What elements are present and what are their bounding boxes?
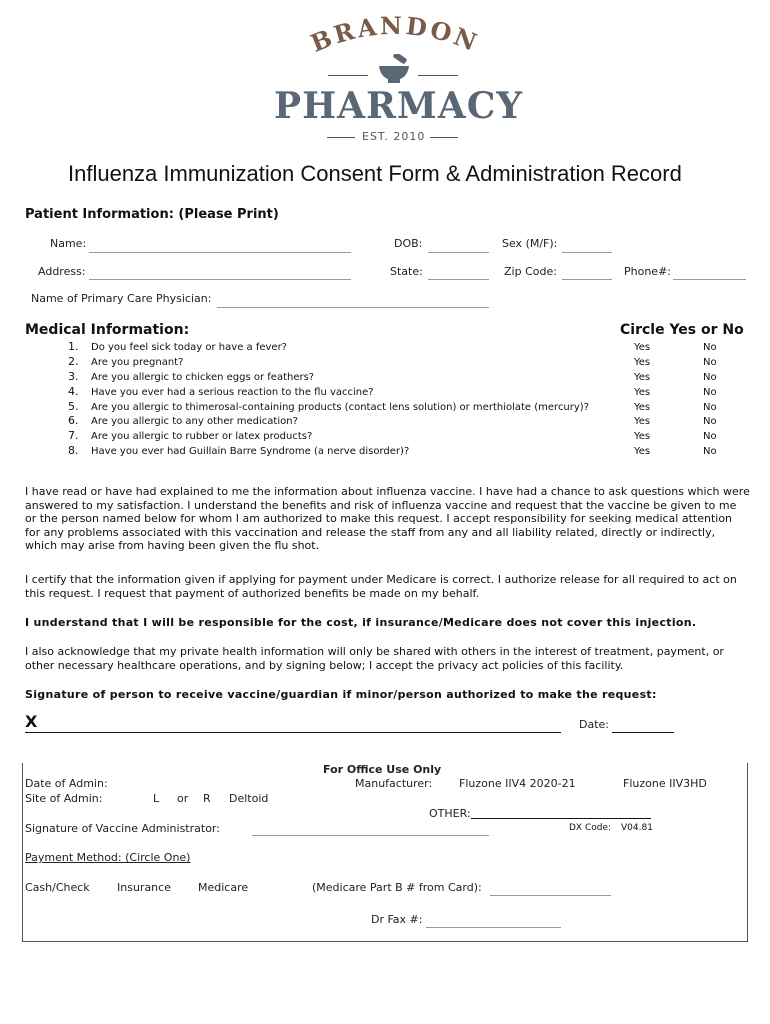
question-number: 6. — [68, 414, 79, 427]
question-text: Are you allergic to any other medication? — [91, 416, 298, 427]
physician-field[interactable] — [217, 307, 489, 308]
fluzone-iiv3hd-option[interactable]: Fluzone IIV3HD — [623, 777, 707, 790]
physician-label: Name of Primary Care Physician: — [31, 292, 212, 305]
insurance-option[interactable]: Insurance — [117, 881, 171, 894]
logo-est-line-right — [430, 137, 458, 138]
cost-responsibility-statement: I understand that I will be responsible for the cost, if insurance/Medicare does not cover this injection. — [25, 616, 697, 629]
manufacturer-label: Manufacturer: — [355, 777, 433, 790]
mortar-pestle-icon — [373, 54, 415, 84]
question-number: 8. — [68, 444, 79, 457]
admin-signature-field[interactable] — [252, 835, 489, 836]
no-option[interactable]: No — [703, 431, 717, 442]
question-text: Are you allergic to chicken eggs or feathers? — [91, 372, 315, 383]
question-number: 2. — [68, 355, 79, 368]
no-option[interactable]: No — [703, 387, 717, 398]
question-text: Are you pregnant? — [91, 357, 184, 368]
name-field[interactable] — [89, 252, 351, 253]
sex-field[interactable] — [562, 252, 612, 253]
site-right-option[interactable]: R — [203, 792, 211, 805]
yes-option[interactable]: Yes — [634, 342, 651, 353]
signature-date-label: Date: — [579, 718, 609, 731]
consent-paragraph: I have read or have had explained to me the information about influenza vaccine. I have had a chance to ask questions which were answered to my satisfaction. I understand the benefits and risk of influenza vaccine and request that the vaccine be given to me or the person named below for whom I am authorized to make this request. I accept responsibility for seeking medical attention for any problems associated with this vaccination and release the staff from any and all liability related, directly or indirectly, which may arise from having been given the flu shot. — [25, 485, 750, 553]
logo-divider-right — [418, 75, 458, 76]
no-option[interactable]: No — [703, 342, 717, 353]
medicare-paragraph: I certify that the information given if applying for payment under Medicare is correct. I authorize release for all required to act on this request. I request that payment of authorized benefits be made on my behalf. — [25, 573, 737, 600]
other-field[interactable] — [471, 818, 651, 819]
logo-pharmacy: PHARMACY — [274, 85, 524, 127]
address-label: Address: — [38, 265, 86, 278]
phone-label: Phone#: — [624, 265, 671, 278]
state-label: State: — [390, 265, 423, 278]
yes-option[interactable]: Yes — [634, 387, 651, 398]
zip-field[interactable] — [562, 279, 612, 280]
no-option[interactable]: No — [703, 416, 717, 427]
yes-option[interactable]: Yes — [634, 416, 651, 427]
payment-method-label: Payment Method: (Circle One) — [25, 851, 191, 864]
privacy-paragraph: I also acknowledge that my private health information will only be shared with others in the interest of treatment, payment, or other necessary healthcare operations, and by signing below; I accept the privacy act policies of this facility. — [25, 645, 724, 672]
signature-field[interactable] — [25, 732, 561, 733]
admin-signature-label: Signature of Vaccine Administrator: — [25, 822, 220, 835]
state-field[interactable] — [428, 279, 489, 280]
sex-label: Sex (M/F): — [502, 237, 558, 250]
address-field[interactable] — [89, 279, 351, 280]
svg-text:BRANDON — [306, 14, 483, 58]
yes-option[interactable]: Yes — [634, 446, 651, 457]
medicare-part-b-label: (Medicare Part B # from Card): — [312, 881, 482, 894]
circle-yes-no-heading: Circle Yes or No — [620, 322, 744, 338]
question-number: 7. — [68, 429, 79, 442]
phone-field[interactable] — [673, 279, 746, 280]
no-option[interactable]: No — [703, 446, 717, 457]
no-option[interactable]: No — [703, 402, 717, 413]
medicare-part-b-field[interactable] — [490, 895, 611, 896]
question-text: Are you allergic to rubber or latex products? — [91, 431, 313, 442]
medicare-option[interactable]: Medicare — [198, 881, 249, 894]
yes-option[interactable]: Yes — [634, 372, 651, 383]
yes-option[interactable]: Yes — [634, 357, 651, 368]
other-label: OTHER: — [429, 807, 471, 820]
dob-label: DOB: — [394, 237, 423, 250]
logo-est-line-left — [327, 137, 355, 138]
question-text: Have you ever had Guillain Barre Syndrome (a nerve disorder)? — [91, 446, 410, 457]
question-number: 1. — [68, 340, 79, 353]
question-number: 5. — [68, 400, 79, 413]
dob-field[interactable] — [428, 252, 489, 253]
site-left-option[interactable]: L — [153, 792, 160, 805]
question-number: 3. — [68, 370, 79, 383]
page-title: Influenza Immunization Consent Form & Administration Record — [68, 161, 682, 186]
date-of-admin-label: Date of Admin: — [25, 777, 108, 790]
dx-code-value: V04.81 — [621, 823, 653, 833]
signature-instruction: Signature of person to receive vaccine/guardian if minor/person authorized to make the request: — [25, 688, 657, 701]
logo-est: EST. 2010 — [362, 130, 426, 143]
dr-fax-field[interactable] — [426, 927, 561, 928]
question-text: Do you feel sick today or have a fever? — [91, 342, 287, 353]
site-of-admin-label: Site of Admin: — [25, 792, 103, 805]
patient-info-heading: Patient Information: (Please Print) — [25, 207, 279, 222]
fluzone-iiv4-option[interactable]: Fluzone IIV4 2020-21 — [459, 777, 576, 790]
dx-code-label: DX Code: — [569, 823, 612, 833]
no-option[interactable]: No — [703, 372, 717, 383]
yes-option[interactable]: Yes — [634, 431, 651, 442]
no-option[interactable]: No — [703, 357, 717, 368]
deltoid-label: Deltoid — [229, 792, 269, 805]
zip-label: Zip Code: — [504, 265, 557, 278]
name-label: Name: — [50, 237, 87, 250]
logo-divider-left — [328, 75, 368, 76]
question-number: 4. — [68, 385, 79, 398]
logo-brandon: BRANDON — [306, 14, 484, 58]
question-text: Have you ever had a serious reaction to the flu vaccine? — [91, 387, 374, 398]
signature-date-field[interactable] — [612, 732, 674, 733]
office-use-heading: For Office Use Only — [323, 763, 442, 776]
dr-fax-label: Dr Fax #: — [371, 913, 423, 926]
cash-check-option[interactable]: Cash/Check — [25, 881, 90, 894]
signature-x-mark: X — [25, 712, 38, 731]
medical-info-heading: Medical Information: — [25, 322, 190, 338]
yes-option[interactable]: Yes — [634, 402, 651, 413]
site-or-label: or — [177, 792, 189, 805]
question-text: Are you allergic to thimerosal-containing products (contact lens solution) or merthiolate (mercury)? — [91, 402, 590, 413]
